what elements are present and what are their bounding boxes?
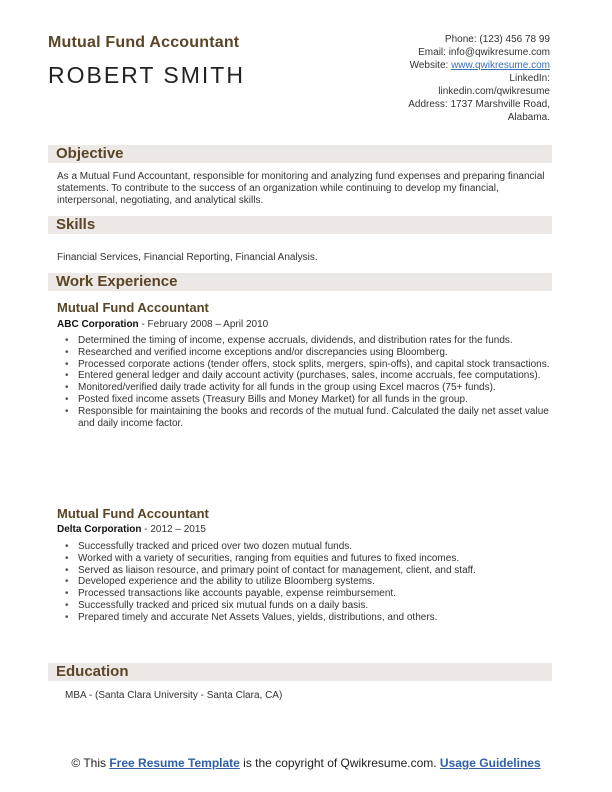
- usage-guidelines-link[interactable]: Usage Guidelines: [439, 756, 541, 770]
- skills-text: Financial Services, Financial Reporting, Financial Analysis.: [57, 252, 318, 263]
- work-experience-heading: Work Experience: [56, 273, 178, 290]
- list-item: • Determined the timing of income, expense accruals, dividends, and distribution rates for the funds.: [65, 335, 552, 347]
- list-item: • Worked with a variety of securities, ranging from equities and futures to fixed incomes.: [65, 553, 552, 565]
- education-text: MBA - (Santa Clara University - Santa Clara, CA): [65, 690, 283, 701]
- job-title-1: Mutual Fund Accountant: [57, 300, 209, 315]
- list-item: • Monitored/verified daily trade activity for all funds in the group using Excel macros (75+ funds).: [65, 382, 552, 394]
- website-label: Website:: [409, 60, 452, 71]
- education-heading: Education: [56, 663, 129, 680]
- list-item: • Processed corporate actions (tender offers, stock splits, mergers, spin-offs), and capital stock transactions.: [65, 359, 552, 371]
- education-section-header: [48, 663, 552, 681]
- candidate-name: ROBERT SMITH: [48, 62, 245, 88]
- contact-website: [290, 59, 550, 72]
- contact-linkedin-label: LinkedIn:: [509, 73, 550, 84]
- skills-heading: Skills: [56, 216, 96, 233]
- job-dates-2: - 2012 – 2015: [141, 524, 206, 535]
- free-resume-template-link[interactable]: Free Resume Template: [109, 756, 240, 770]
- list-item: • Responsible for maintaining the books and records of the mutual fund. Calculated the daily net asset value and daily income factor.: [65, 406, 552, 430]
- contact-linkedin-value: linkedin.com/qwikresume: [438, 86, 550, 97]
- company-name-2: Delta Corporation: [57, 524, 142, 535]
- footer-prefix: © This: [71, 756, 110, 770]
- list-item: • Successfully tracked and priced six mutual funds on a daily basis.: [65, 600, 552, 612]
- job-bullets-1: [65, 335, 552, 429]
- contact-email: Email: info@qwikresume.com: [418, 47, 550, 58]
- skills-section-header: [48, 216, 552, 234]
- contact-address-line1: Address: 1737 Marshville Road,: [408, 99, 550, 110]
- resume-job-title: Mutual Fund Accountant: [48, 34, 240, 51]
- copyright-footer: [0, 757, 612, 770]
- contact-address-line2: Alabama.: [507, 112, 550, 123]
- list-item: • Developed experience and the ability to utilize Bloomberg systems.: [65, 576, 552, 588]
- job-company-1: [57, 319, 268, 330]
- objective-section-header: [48, 145, 552, 163]
- list-item: • Served as liaison resource, and primary point of contact for management, client, and staff.: [65, 565, 552, 577]
- contact-block: [290, 33, 550, 124]
- work-experience-section-header: [48, 273, 552, 291]
- job-company-2: [57, 524, 206, 535]
- footer-middle: is the copyright of Qwikresume.com.: [239, 756, 440, 770]
- objective-heading: Objective: [56, 145, 124, 162]
- job-bullets-2: [65, 541, 552, 624]
- list-item: • Prepared timely and accurate Net Assets Values, yields, distributions, and others.: [65, 612, 552, 624]
- website-link[interactable]: www.qwikresume.com: [451, 60, 550, 71]
- list-item: • Posted fixed income assets (Treasury Bills and Money Market) for all funds in the group.: [65, 394, 552, 406]
- objective-text: As a Mutual Fund Accountant, responsible for monitoring and analyzing fund expenses and preparing financial statements. To contribute to the success of an organization while continuing to develop my financial, interpersonal, negotiating, and analytical skills.: [57, 171, 545, 206]
- list-item: • Successfully tracked and priced over two dozen mutual funds.: [65, 541, 552, 553]
- contact-phone: Phone: (123) 456 78 99: [444, 34, 550, 45]
- company-name-1: ABC Corporation: [57, 319, 139, 330]
- job-dates-1: - February 2008 – April 2010: [138, 319, 269, 330]
- job-title-2: Mutual Fund Accountant: [57, 506, 209, 521]
- list-item: • Researched and verified income exceptions and/or discrepancies using Bloomberg.: [65, 347, 552, 359]
- list-item: • Processed transactions like accounts payable, expense reimbursement.: [65, 588, 552, 600]
- list-item: • Entered general ledger and daily account activity (purchases, sales, income accruals, fee computations).: [65, 370, 552, 382]
